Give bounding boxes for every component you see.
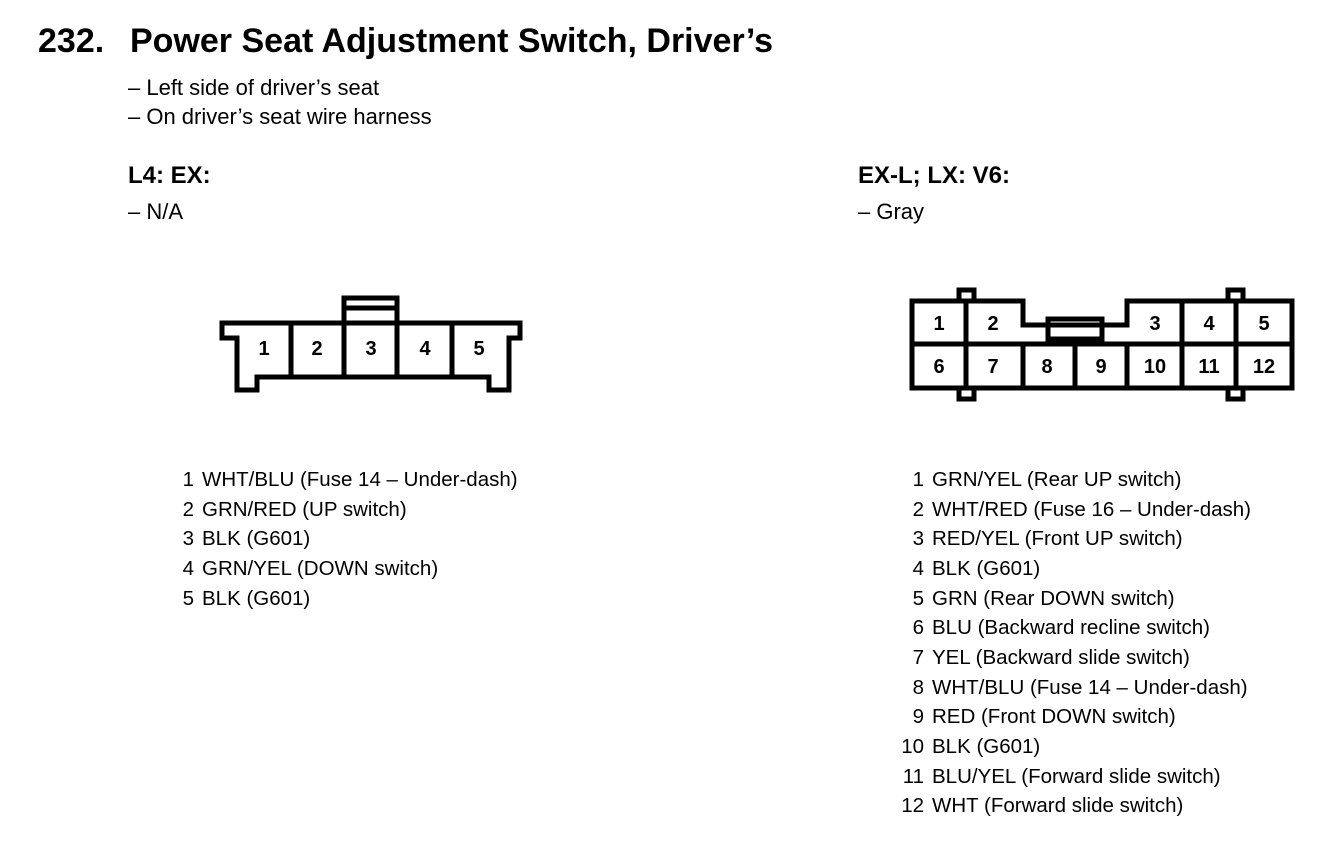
left-cavity-label: 5 <box>473 338 485 360</box>
right-connector-diagram <box>900 280 1305 410</box>
right-cavity-label: 7 <box>987 356 999 378</box>
right-cavity-label: 6 <box>933 356 945 378</box>
pin-row <box>170 584 518 614</box>
pin-row <box>900 673 1251 703</box>
pin-number: 4 <box>182 556 194 580</box>
pin-description: GRN/YEL (Rear UP switch) <box>932 467 1182 491</box>
pin-row <box>900 703 1251 733</box>
location-line-1: – Left side of driver’s seat <box>128 75 380 100</box>
right-cavity-label: 9 <box>1095 356 1107 378</box>
pin-row <box>900 613 1251 643</box>
pin-row <box>900 584 1251 614</box>
pin-description: RED/YEL (Front UP switch) <box>932 527 1183 551</box>
pin-number: 2 <box>182 497 194 521</box>
pin-number: 7 <box>912 645 924 669</box>
pin-number: 10 <box>901 735 924 759</box>
pin-description: WHT/BLU (Fuse 14 – Under-dash) <box>202 467 518 491</box>
left-cavity-label: 2 <box>311 338 323 360</box>
section-number: 232. <box>38 22 105 60</box>
right-cavity-label: 8 <box>1041 356 1053 378</box>
location-line-2: – On driver’s seat wire harness <box>128 104 432 129</box>
left-variant-label: L4: EX: <box>128 162 211 189</box>
pin-row <box>170 524 518 554</box>
pin-number: 3 <box>182 527 194 551</box>
pin-description: BLK (G601) <box>932 735 1041 759</box>
pin-number: 2 <box>912 497 924 521</box>
pin-number: 8 <box>912 675 924 699</box>
pin-description: BLU/YEL (Forward slide switch) <box>932 764 1221 788</box>
left-connector-color: – N/A <box>128 199 184 224</box>
pin-description: WHT/RED (Fuse 16 – Under-dash) <box>932 497 1251 521</box>
pin-description: BLK (G601) <box>202 527 311 551</box>
right-cavity-label: 4 <box>1203 313 1215 335</box>
right-connector-tab <box>959 290 974 301</box>
pin-description: GRN/RED (UP switch) <box>202 497 407 521</box>
pin-number: 3 <box>912 527 924 551</box>
pin-row <box>170 465 518 495</box>
pin-number: 1 <box>182 467 194 491</box>
right-cavity-label: 12 <box>1252 356 1276 378</box>
right-cavity-label: 5 <box>1258 313 1270 335</box>
pin-number: 5 <box>912 586 924 610</box>
pin-description: YEL (Backward slide switch) <box>932 645 1190 669</box>
pin-description: GRN (Rear DOWN switch) <box>932 586 1175 610</box>
left-connector-latch <box>344 298 397 308</box>
right-pin-list <box>900 465 1251 821</box>
right-connector-color: – Gray <box>858 199 925 224</box>
pin-row <box>900 732 1251 762</box>
pin-row <box>900 465 1251 495</box>
right-connector-tab <box>959 388 974 399</box>
section-title: Power Seat Adjustment Switch, Driver’s <box>130 22 774 60</box>
pin-description: GRN/YEL (DOWN switch) <box>202 556 439 580</box>
pin-description: WHT (Forward slide switch) <box>932 794 1184 818</box>
right-connector-tab <box>1228 388 1243 399</box>
pin-row <box>900 495 1251 525</box>
pin-number: 1 <box>912 467 924 491</box>
pin-row <box>900 554 1251 584</box>
right-cavity-label: 2 <box>987 313 999 335</box>
right-variant-label: EX-L; LX: V6: <box>858 162 1011 189</box>
pin-row <box>900 524 1251 554</box>
left-pin-list <box>170 465 518 613</box>
left-cavity-label: 3 <box>365 338 377 360</box>
left-cavity-label: 4 <box>419 338 431 360</box>
right-cavity-label: 11 <box>1198 356 1220 378</box>
pin-description: BLK (G601) <box>202 586 311 610</box>
right-cavity-label: 3 <box>1149 313 1161 335</box>
pin-number: 6 <box>912 616 924 640</box>
right-connector-latch <box>1048 319 1102 339</box>
pin-description: BLU (Backward recline switch) <box>932 616 1210 640</box>
pin-number: 4 <box>912 556 924 580</box>
left-connector-diagram <box>200 280 540 410</box>
pin-row <box>900 762 1251 792</box>
pin-number: 9 <box>912 705 924 729</box>
pin-description: RED (Front DOWN switch) <box>932 705 1176 729</box>
pin-row <box>900 792 1251 822</box>
pin-row <box>170 495 518 525</box>
right-connector-tab <box>1228 290 1243 301</box>
left-cavity-label: 1 <box>258 338 270 360</box>
pin-description: BLK (G601) <box>932 556 1041 580</box>
pin-row <box>170 554 518 584</box>
pin-number: 12 <box>901 794 924 818</box>
page-title <box>38 22 773 61</box>
pin-number: 5 <box>182 586 194 610</box>
pin-description: WHT/BLU (Fuse 14 – Under-dash) <box>932 675 1248 699</box>
right-cavity-label: 10 <box>1143 356 1167 378</box>
right-cavity-label: 1 <box>933 313 945 335</box>
pin-number: 11 <box>902 764 924 788</box>
pin-row <box>900 643 1251 673</box>
